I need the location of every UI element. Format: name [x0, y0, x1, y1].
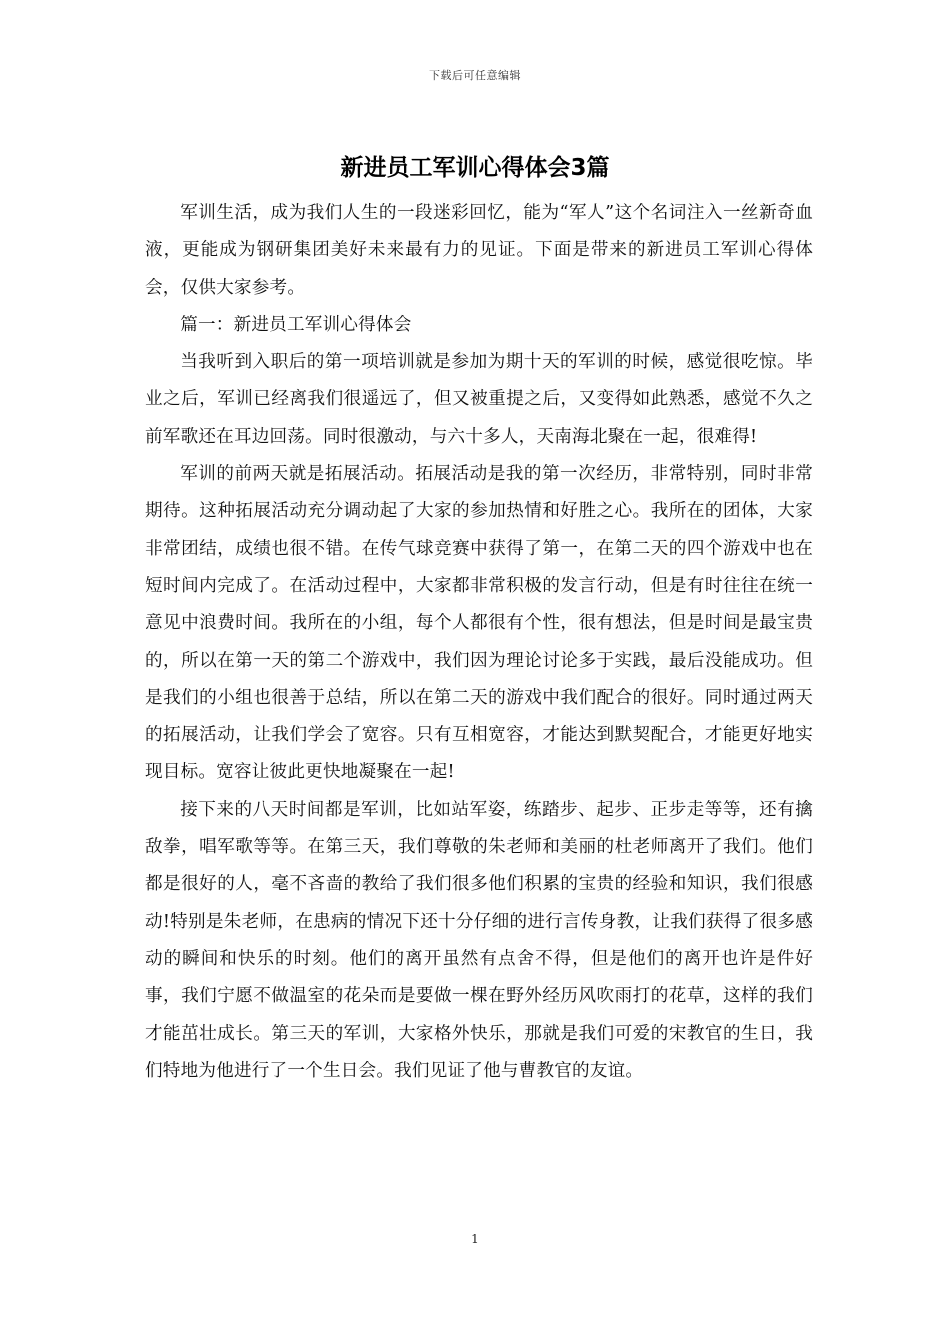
header-note: 下载后可任意编辑: [429, 69, 521, 82]
intro-paragraph: 军训生活，成为我们人生的一段迷彩回忆，能为“军人”这个名词注入一丝新奇血液，更能成为钢研集团美好未来最有力的见证。下面是带来的新进员工军训心得体会，仅供大家参考。: [145, 203, 813, 298]
body-paragraph: 接下来的八天时间都是军训，比如站军姿，练踏步、起步、正步走等等，还有擒敌拳，唱军歌等等。在第三天，我们尊敬的朱老师和美丽的杜老师离开了我们。他们都是很好的人，毫不吝啬的教给了我们很多他们积累的宝贵的经验和知识，我们很感动!特别是朱老师，在患病的情况下还十分仔细的进行言传身教，让我们获得了很多感动的瞬间和快乐的时刻。他们的离开虽然有点舍不得，但是他们的离开也许是件好事，我们宁愿不做温室的花朵而是要做一棵在野外经历风吹雨打的花草，这样的我们才能茁壮成长。第三天的军训，大家格外快乐，那就是我们可爱的宋教官的生日，我们特地为他进行了一个生日会。我们见证了他与曹教官的友谊。: [145, 799, 813, 1081]
body-paragraph: 当我听到入职后的第一项培训就是参加为期十天的军训的时候，感觉很吃惊。毕业之后，军训已经离我们很遥远了，但又被重提之后，又变得如此熟悉，感觉不久之前军歌还在耳边回荡。同时很激动，与六十多人，天南海北聚在一起，很难得!: [145, 352, 813, 447]
page-number: 1: [471, 1232, 479, 1246]
document-title: 新进员工军训心得体会3篇: [340, 155, 610, 181]
body-paragraph: 军训的前两天就是拓展活动。拓展活动是我的第一次经历，非常特别，同时非常期待。这种拓展活动充分调动起了大家的参加热情和好胜之心。我所在的团体，大家非常团结，成绩也很不错。在传气球竞赛中获得了第一，在第二天的四个游戏中也在短时间内完成了。在活动过程中，大家都非常积极的发言行动，但是有时往往在统一意见中浪费时间。我所在的小组，每个人都很有个性，很有想法，但是时间是最宝贵的，所以在第一天的第二个游戏中，我们因为理论讨论多于实践，最后没能成功。但是我们的小组也很善于总结，所以在第二天的游戏中我们配合的很好。同时通过两天的拓展活动，让我们学会了宽容。只有互相宽容，才能达到默契配合，才能更好地实现目标。宽容让彼此更快地凝聚在一起!: [145, 464, 813, 783]
document-body: [145, 195, 813, 1090]
section-heading: 篇一：新进员工军训心得体会: [180, 314, 412, 335]
